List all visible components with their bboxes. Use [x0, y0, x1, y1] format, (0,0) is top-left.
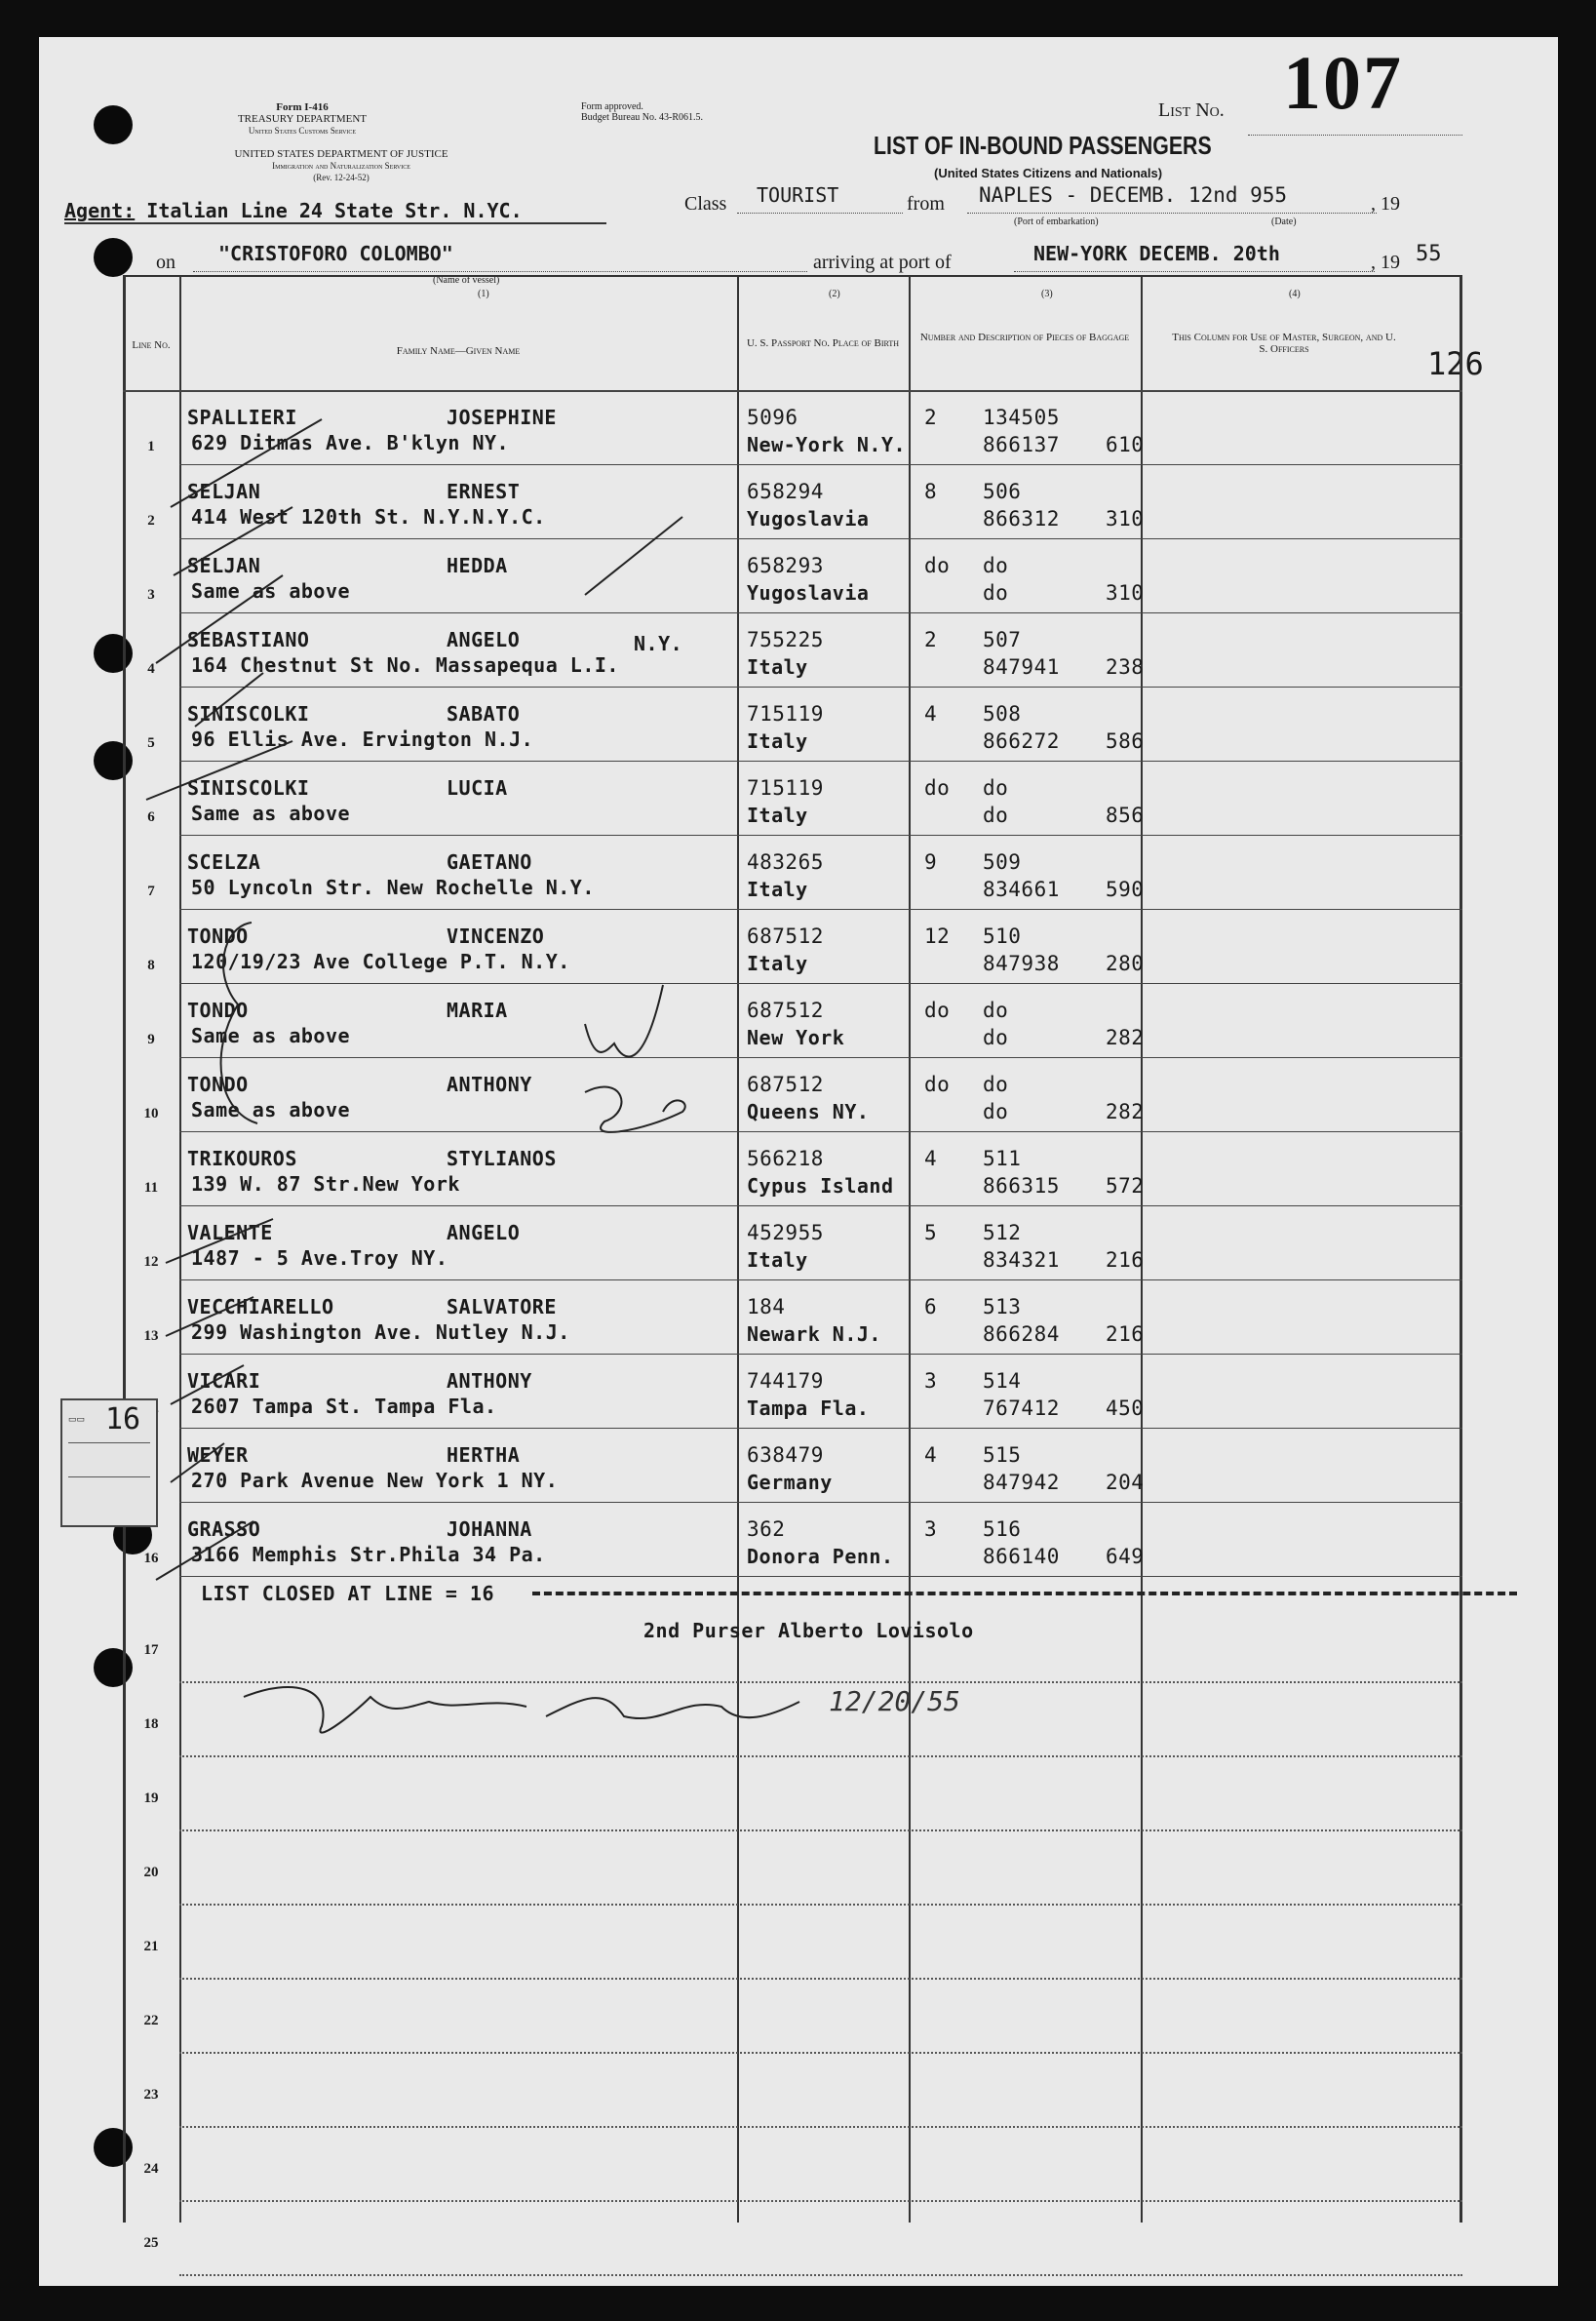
baggage-code: 856	[1106, 804, 1145, 827]
place-of-birth: Italy	[747, 655, 808, 679]
given-name: SALVATORE	[447, 1295, 557, 1318]
line-number: 9	[147, 1032, 155, 1047]
line-number: 21	[143, 1939, 159, 1954]
baggage-pieces: 12	[924, 924, 951, 948]
baggage-code: 450	[1106, 1397, 1145, 1420]
baggage-code: 649	[1106, 1545, 1145, 1568]
address: 164 Chestnut St No. Massapequa L.I.	[191, 653, 619, 677]
address: Same as above	[191, 802, 351, 825]
passport-number: 566218	[747, 1147, 824, 1170]
family-name: TONDO	[187, 999, 249, 1022]
baggage-pieces: 3	[924, 1517, 938, 1541]
baggage-number: 847941	[983, 655, 1060, 679]
list-closed-note: LIST CLOSED AT LINE = 16	[201, 1582, 494, 1605]
baggage-code: 204	[1106, 1471, 1145, 1494]
arriving-label: arriving at port of	[813, 252, 952, 273]
address: 139 W. 87 Str.New York	[191, 1172, 460, 1196]
given-name: ANGELO	[447, 628, 521, 651]
baggage-tag: 513	[983, 1295, 1022, 1318]
given-name: ANGELO	[447, 1221, 521, 1244]
page-title: LIST OF IN-BOUND PASSENGERS	[874, 131, 1212, 160]
check-strokes	[585, 517, 682, 595]
baggage-tag: 512	[983, 1221, 1022, 1244]
line-number: 2	[147, 513, 155, 529]
baggage-pieces: do	[924, 776, 951, 800]
line-number: 4	[147, 661, 155, 677]
place-of-birth: Germany	[747, 1471, 833, 1494]
family-name: WEYER	[187, 1443, 249, 1467]
line-number: 17	[143, 1642, 159, 1658]
agent-value: Italian Line 24 State Str. N.YC.	[146, 199, 523, 222]
place-of-birth: Cypus Island	[747, 1174, 894, 1198]
place-of-birth: Italy	[747, 878, 808, 901]
baggage-tag: do	[983, 1073, 1009, 1096]
address: 629 Ditmas Ave. B'klyn NY.	[191, 431, 510, 454]
baggage-number: 866315	[983, 1174, 1060, 1198]
baggage-code: 280	[1106, 952, 1145, 975]
baggage-code: 216	[1106, 1322, 1145, 1346]
signature-date: 12/20/55	[829, 1685, 960, 1717]
line-number: 23	[143, 2087, 159, 2103]
given-name: JOHANNA	[447, 1517, 532, 1541]
baggage-pieces: 5	[924, 1221, 938, 1244]
baggage-tag: 508	[983, 702, 1022, 726]
col-2-label: (2)	[829, 289, 840, 299]
baggage-pieces: do	[924, 999, 951, 1022]
budget-label: Budget Bureau No. 43-R061.5.	[581, 112, 703, 123]
family-name: SPALLIERI	[187, 406, 297, 429]
class-value: TOURIST	[757, 183, 839, 207]
address: 120/19/23 Ave College P.T. N.Y.	[191, 950, 570, 973]
line-number: 8	[147, 958, 155, 973]
family-name: SELJAN	[187, 554, 261, 577]
baggage-tag: 506	[983, 480, 1022, 503]
family-name: VICARI	[187, 1369, 261, 1393]
given-name: ERNEST	[447, 480, 521, 503]
place-of-birth: Italy	[747, 804, 808, 827]
baggage-number: do	[983, 1026, 1009, 1049]
baggage-pieces: 2	[924, 406, 938, 429]
baggage-pieces: 6	[924, 1295, 938, 1318]
address: 3166 Memphis Str.Phila 34 Pa.	[191, 1543, 546, 1566]
line-number: 20	[143, 1865, 159, 1880]
place-of-birth: Yugoslavia	[747, 581, 870, 605]
class-label: Class	[684, 193, 727, 215]
line-number: 7	[147, 884, 155, 899]
baggage-code: 590	[1106, 878, 1145, 901]
baggage-pieces: 4	[924, 1147, 938, 1170]
line-number: 11	[143, 1180, 159, 1196]
baggage-tag: 510	[983, 924, 1022, 948]
passport-number: 5096	[747, 406, 798, 429]
stamp-count: 16	[105, 1402, 141, 1436]
baggage-pieces: 4	[924, 702, 938, 726]
baggage-number: 847938	[983, 952, 1060, 975]
list-number: 107	[1283, 40, 1403, 125]
treasury-label: TREASURY DEPARTMENT	[237, 113, 368, 125]
year-label: , 19	[1371, 252, 1400, 273]
list-no-label: List No.	[1158, 99, 1225, 121]
header-passport: U. S. Passport No. Place of Birth	[746, 337, 900, 349]
address: 270 Park Avenue New York 1 NY.	[191, 1469, 559, 1492]
line-number: 18	[143, 1716, 159, 1732]
given-name: JOSEPHINE	[447, 406, 557, 429]
baggage-code: 282	[1106, 1026, 1145, 1049]
baggage-pieces: 3	[924, 1369, 938, 1393]
baggage-tag: 514	[983, 1369, 1022, 1393]
given-name: MARIA	[447, 999, 508, 1022]
line-number: 24	[143, 2161, 159, 2177]
given-name: LUCIA	[447, 776, 508, 800]
approved-label: Form approved.	[581, 101, 643, 112]
baggage-tag: 511	[983, 1147, 1022, 1170]
baggage-tag: 134505	[983, 406, 1060, 429]
baggage-number: 866312	[983, 507, 1060, 531]
ins-label: Immigration and Naturalization Service	[272, 161, 410, 171]
baggage-code: 238	[1106, 655, 1145, 679]
place-of-birth: New-York N.Y.	[747, 433, 907, 456]
signature-scrawl	[244, 1687, 799, 1733]
family-name: TRIKOUROS	[187, 1147, 297, 1170]
baggage-number: 767412	[983, 1397, 1060, 1420]
family-name: TONDO	[187, 924, 249, 948]
stamp-label: ▭▭	[68, 1414, 86, 1424]
passport-number: 184	[747, 1295, 786, 1318]
passport-number: 744179	[747, 1369, 824, 1393]
baggage-tag: do	[983, 999, 1009, 1022]
baggage-tag: 507	[983, 628, 1022, 651]
from-label: from	[907, 193, 945, 215]
baggage-tag: do	[983, 554, 1009, 577]
baggage-code: 216	[1106, 1248, 1145, 1272]
given-name: ANTHONY	[447, 1369, 532, 1393]
baggage-pieces: 4	[924, 1443, 938, 1467]
form-number: Form I-416	[276, 101, 329, 113]
passport-number: 362	[747, 1517, 786, 1541]
baggage-pieces: do	[924, 1073, 951, 1096]
bracket-mark	[221, 923, 257, 1123]
line-number: 25	[143, 2235, 159, 2251]
baggage-number: do	[983, 581, 1009, 605]
given-name: GAETANO	[447, 850, 532, 874]
col-4-label: (4)	[1289, 289, 1301, 299]
passport-number: 715119	[747, 702, 824, 726]
baggage-number: 834321	[983, 1248, 1060, 1272]
justice-label: UNITED STATES DEPARTMENT OF JUSTICE	[234, 148, 448, 160]
place-of-birth: Italy	[747, 952, 808, 975]
family-name: VECCHIARELLO	[187, 1295, 334, 1318]
baggage-pieces: 8	[924, 480, 938, 503]
page-subtitle: (United States Citizens and Nationals)	[934, 166, 1163, 180]
baggage-code: 310	[1106, 507, 1145, 531]
col-1-label: (1)	[478, 289, 489, 299]
place-of-birth: Newark N.J.	[747, 1322, 881, 1346]
family-name: SINISCOLKI	[187, 702, 310, 726]
line-number: 10	[143, 1106, 159, 1121]
line-number: 12	[143, 1254, 159, 1270]
passport-number: 452955	[747, 1221, 824, 1244]
baggage-pieces: do	[924, 554, 951, 577]
passport-number: 687512	[747, 999, 824, 1022]
port-embark-label: (Port of embarkation)	[1014, 216, 1099, 227]
baggage-number: 847942	[983, 1471, 1060, 1494]
address: 414 West 120th St. N.Y.N.Y.C.	[191, 505, 546, 529]
baggage-tag: 516	[983, 1517, 1022, 1541]
baggage-number: 834661	[983, 878, 1060, 901]
line-number: 1	[147, 439, 155, 454]
address: 50 Lyncoln Str. New Rochelle N.Y.	[191, 876, 595, 899]
place-of-birth: Italy	[747, 729, 808, 753]
rev-label: (Rev. 12-24-52)	[313, 173, 370, 182]
baggage-number: 866140	[983, 1545, 1060, 1568]
agent-label: Agent:	[64, 199, 136, 222]
family-name: TONDO	[187, 1073, 249, 1096]
given-name: HERTHA	[447, 1443, 521, 1467]
family-name: GRASSO	[187, 1517, 261, 1541]
family-name: SCELZA	[187, 850, 261, 874]
line-number: 19	[143, 1790, 159, 1806]
passport-number: 715119	[747, 776, 824, 800]
header-officers: This Column for Use of Master, Surgeon, and U. S. Officers	[1172, 332, 1396, 355]
arriving-value: NEW-YORK DECEMB. 20th	[1033, 242, 1280, 265]
vessel-value: "CRISTOFORO COLOMBO"	[218, 242, 453, 265]
line-number: 13	[143, 1328, 159, 1344]
family-name: SINISCOLKI	[187, 776, 310, 800]
address-extra: N.Y.	[634, 632, 683, 655]
line-number: 5	[147, 735, 155, 751]
passport-number: 687512	[747, 924, 824, 948]
from-value: NAPLES - DECEMB. 12nd 955	[979, 183, 1288, 207]
baggage-code: 310	[1106, 581, 1145, 605]
baggage-code: 610	[1106, 433, 1145, 456]
baggage-code: 572	[1106, 1174, 1145, 1198]
line-number: 6	[147, 809, 155, 825]
family-name: SEBASTIANO	[187, 628, 310, 651]
baggage-pieces: 9	[924, 850, 938, 874]
on-label: on	[156, 252, 175, 273]
place-of-birth: New York	[747, 1026, 845, 1049]
line-number: 16	[143, 1551, 159, 1566]
passport-number: 755225	[747, 628, 824, 651]
initials-mark	[585, 985, 663, 1057]
address: 299 Washington Ave. Nutley N.J.	[191, 1320, 570, 1344]
baggage-tag: 509	[983, 850, 1022, 874]
address: 1487 - 5 Ave.Troy NY.	[191, 1246, 448, 1270]
given-name: SABATO	[447, 702, 521, 726]
baggage-number: do	[983, 1100, 1009, 1123]
family-name: SELJAN	[187, 480, 261, 503]
place-of-birth: Donora Penn.	[747, 1545, 894, 1568]
passport-number: 687512	[747, 1073, 824, 1096]
baggage-code: 586	[1106, 729, 1145, 753]
year-value: 55	[1416, 242, 1442, 266]
address: Same as above	[191, 579, 351, 603]
place-of-birth: Italy	[747, 1248, 808, 1272]
baggage-number: 866272	[983, 729, 1060, 753]
family-name: VALENTE	[187, 1221, 273, 1244]
baggage-number: 866284	[983, 1322, 1060, 1346]
given-name: HEDDA	[447, 554, 508, 577]
address: Same as above	[191, 1024, 351, 1047]
passport-number: 638479	[747, 1443, 824, 1467]
passport-number: 658294	[747, 480, 824, 503]
date-label: (Date)	[1271, 216, 1297, 227]
header-line-no: Line No.	[132, 339, 171, 351]
header-baggage: Number and Description of Pieces of Baggage	[919, 332, 1130, 343]
vessel-label: (Name of vessel)	[433, 275, 500, 286]
address: Same as above	[191, 1098, 351, 1121]
passport-number: 483265	[747, 850, 824, 874]
col-3-label: (3)	[1041, 289, 1053, 299]
purser-name: 2nd Purser Alberto Lovisolo	[643, 1619, 974, 1642]
place-of-birth: Queens NY.	[747, 1100, 870, 1123]
baggage-code: 282	[1106, 1100, 1145, 1123]
address: 96 Ellis Ave. Ervington N.J.	[191, 728, 534, 751]
baggage-pieces: 2	[924, 628, 938, 651]
place-of-birth: Tampa Fla.	[747, 1397, 870, 1420]
line-number: 22	[143, 2013, 159, 2028]
baggage-tag: 515	[983, 1443, 1022, 1467]
page-number: 126	[1427, 345, 1484, 382]
address: 2607 Tampa St. Tampa Fla.	[191, 1395, 497, 1418]
place-of-birth: Yugoslavia	[747, 507, 870, 531]
from-year-label: , 19	[1371, 193, 1400, 215]
baggage-tag: do	[983, 776, 1009, 800]
passport-number: 658293	[747, 554, 824, 577]
line-number: 3	[147, 587, 155, 603]
customs-label: United States Customs Service	[248, 126, 357, 136]
given-name: ANTHONY	[447, 1073, 532, 1096]
given-name: STYLIANOS	[447, 1147, 557, 1170]
header-name: Family Name—Given Name	[396, 345, 521, 357]
given-name: VINCENZO	[447, 924, 545, 948]
baggage-number: do	[983, 804, 1009, 827]
initials-mark	[585, 1086, 685, 1131]
baggage-number: 866137	[983, 433, 1060, 456]
